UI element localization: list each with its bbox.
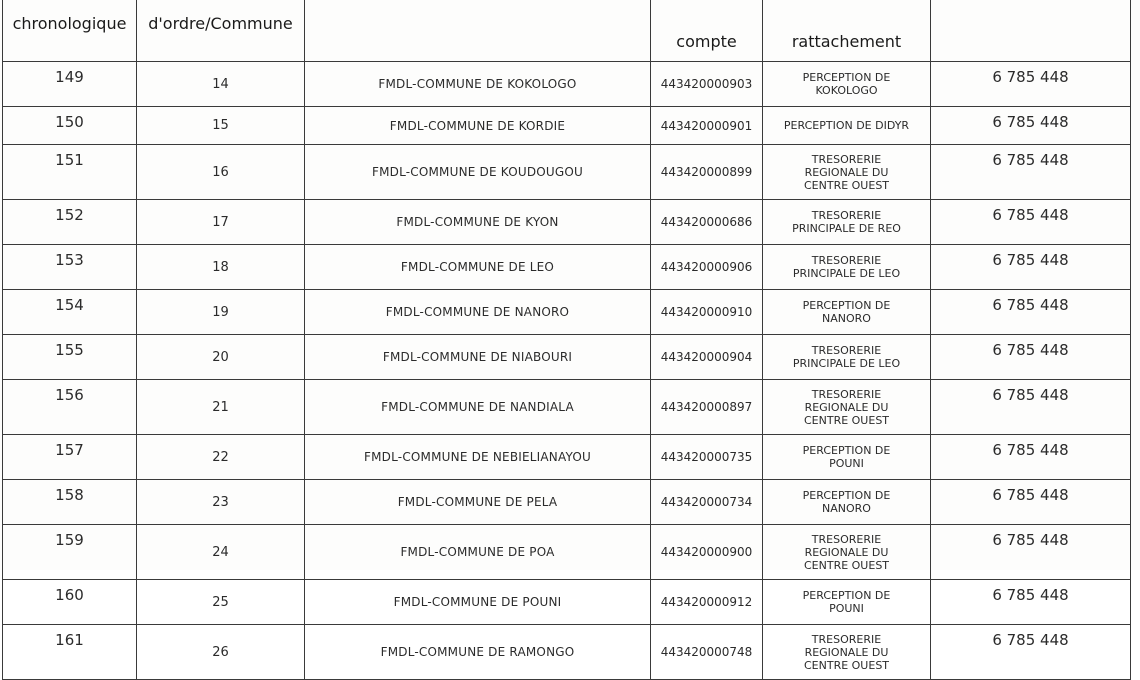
amount-cell: 6 785 448 [931,145,1131,200]
chronological-number-cell: 161 [3,625,137,680]
amount-cell: 6 785 448 [931,200,1131,245]
chronological-number-cell: 150 [3,107,137,145]
attachment-line: PRINCIPALE DE LEO [792,267,901,280]
header-account-number [651,0,763,62]
account-number-cell: 443420000912 [651,580,763,625]
table-row [3,580,1131,625]
attachment-line: TRESORERIE [811,152,882,166]
table-row [3,200,1131,245]
amount-cell: 6 785 448 [931,580,1131,625]
order-number-cell: 19 [137,290,305,335]
attachment-post-cell [763,62,931,107]
commune-name-cell: FMDL-COMMUNE DE NANORO [305,290,651,335]
attachment-line: CENTRE OUEST [803,558,890,572]
commune-name-cell: FMDL-COMMUNE DE POUNI [305,580,651,625]
attachment-line: PERCEPTION DE [802,299,891,312]
attachment-line: PERCEPTION DE [802,444,891,457]
attachment-line: TRESORERIE [811,254,882,267]
attachment-line: REGIONALE DU [804,645,889,659]
chronological-number-cell: 156 [3,380,137,435]
attachment-line: POUNI [829,457,864,470]
header-beneficiary-line1 [305,14,650,33]
attachment-line: PERCEPTION DE [802,589,891,602]
header-attachment-line1 [763,13,930,32]
attachment-post-cell [763,435,931,480]
commune-name-cell: FMDL-COMMUNE DE LEO [305,245,651,290]
chronological-number-cell: 149 [3,62,137,107]
amount-cell: 6 785 448 [931,435,1131,480]
amount-cell: 6 785 448 [931,525,1131,580]
attachment-post-cell [763,290,931,335]
order-number-cell: 17 [137,200,305,245]
commune-name-cell: FMDL-COMMUNE DE KOKOLOGO [305,62,651,107]
order-number-cell: 23 [137,480,305,525]
attachment-line: CENTRE OUEST [803,658,890,672]
attachment-line: PERCEPTION DE [802,71,891,84]
table-body [3,62,1131,680]
attachment-line: PRINCIPALE DE REO [792,222,901,235]
attachment-line: TRESORERIE [811,532,882,546]
attachment-post-cell [763,480,931,525]
attachment-line: PRINCIPALE DE LEO [792,357,901,370]
account-number-cell: 443420000897 [651,380,763,435]
table-row [3,245,1131,290]
order-number-cell: 18 [137,245,305,290]
table-row [3,145,1131,200]
order-number-cell: 16 [137,145,305,200]
table-row [3,290,1131,335]
amount-cell: 6 785 448 [931,290,1131,335]
header-amount [931,0,1131,62]
table-row [3,335,1131,380]
account-number-cell: 443420000734 [651,480,763,525]
attachment-line: TRESORERIE [811,209,882,222]
commune-name-cell: FMDL-COMMUNE DE KYON [305,200,651,245]
commune-name-cell: FMDL-COMMUNE DE NIABOURI [305,335,651,380]
commune-name-cell: FMDL-COMMUNE DE RAMONGO [305,625,651,680]
chronological-number-cell: 160 [3,580,137,625]
header-chronological-number [3,0,137,62]
attachment-line: TRESORERIE [811,387,882,401]
attachment-post-cell [763,335,931,380]
allocation-table [2,0,1131,680]
table-row [3,435,1131,480]
commune-name-cell: FMDL-COMMUNE DE KOUDOUGOU [305,145,651,200]
attachment-line: CENTRE OUEST [803,413,890,427]
attachment-post-cell [763,200,931,245]
attachment-line: NANORO [822,502,871,515]
order-number-cell: 25 [137,580,305,625]
account-number-cell: 443420000906 [651,245,763,290]
header-account-line2: compte [676,32,737,51]
table-row [3,62,1131,107]
header-chronological-line1 [3,0,136,14]
commune-name-cell: FMDL-COMMUNE DE NANDIALA [305,380,651,435]
attachment-line: KOKOLOGO [815,84,878,97]
amount-cell: 6 785 448 [931,335,1131,380]
commune-name-cell: FMDL-COMMUNE DE POA [305,525,651,580]
attachment-post-cell [763,245,931,290]
table-row [3,625,1131,680]
header-attachment-post [763,0,931,62]
account-number-cell: 443420000904 [651,335,763,380]
account-number-cell: 443420000735 [651,435,763,480]
attachment-post-cell [763,380,931,435]
order-number-cell: 14 [137,62,305,107]
commune-name-cell: FMDL-COMMUNE DE NEBIELIANAYOU [305,435,651,480]
table-row [3,380,1131,435]
amount-cell: 6 785 448 [931,625,1131,680]
attachment-line: TRESORERIE [811,344,882,357]
attachment-line: PERCEPTION DE DIDYR [783,119,910,132]
amount-cell: 6 785 448 [931,107,1131,145]
chronological-number-cell: 157 [3,435,137,480]
table-header [3,0,1131,62]
chronological-number-cell: 151 [3,145,137,200]
attachment-post-cell [763,145,931,200]
header-order-line1 [137,0,304,14]
account-number-cell: 443420000903 [651,62,763,107]
order-number-cell: 15 [137,107,305,145]
account-number-cell: 443420000910 [651,290,763,335]
commune-name-cell: FMDL-COMMUNE DE KORDIE [305,107,651,145]
attachment-post-cell [763,107,931,145]
chronological-number-cell: 155 [3,335,137,380]
chronological-number-cell: 158 [3,480,137,525]
attachment-post-cell [763,525,931,580]
attachment-line: CENTRE OUEST [803,178,890,192]
account-number-cell: 443420000901 [651,107,763,145]
chronological-number-cell: 154 [3,290,137,335]
header-chronological-line2: chronologique [12,14,127,33]
commune-name-cell: FMDL-COMMUNE DE PELA [305,480,651,525]
attachment-line: PERCEPTION DE [802,489,891,502]
chronological-number-cell: 153 [3,245,137,290]
header-account-line1 [651,13,762,32]
order-number-cell: 22 [137,435,305,480]
attachment-post-cell [763,580,931,625]
chronological-number-cell: 152 [3,200,137,245]
account-number-cell: 443420000748 [651,625,763,680]
attachment-line: POUNI [829,602,864,615]
attachment-line: REGIONALE DU [804,165,889,179]
attachment-line: NANORO [822,312,871,325]
header-order-line2: d'ordre/Commune [148,14,293,33]
attachment-line: TRESORERIE [811,632,882,646]
order-number-cell: 20 [137,335,305,380]
attachment-post-cell [763,625,931,680]
amount-cell: 6 785 448 [931,380,1131,435]
amount-cell: 6 785 448 [931,245,1131,290]
header-beneficiary [305,0,651,62]
attachment-line: REGIONALE DU [804,545,889,559]
amount-cell: 6 785 448 [931,62,1131,107]
order-number-cell: 21 [137,380,305,435]
order-number-cell: 26 [137,625,305,680]
account-number-cell: 443420000900 [651,525,763,580]
chronological-number-cell: 159 [3,525,137,580]
attachment-line: REGIONALE DU [804,400,889,414]
amount-cell: 6 785 448 [931,480,1131,525]
header-attachment-line2: rattachement [791,32,902,51]
header-order-number [137,0,305,62]
table-row [3,525,1131,580]
table-row [3,107,1131,145]
order-number-cell: 24 [137,525,305,580]
account-number-cell: 443420000899 [651,145,763,200]
table-row [3,480,1131,525]
account-number-cell: 443420000686 [651,200,763,245]
